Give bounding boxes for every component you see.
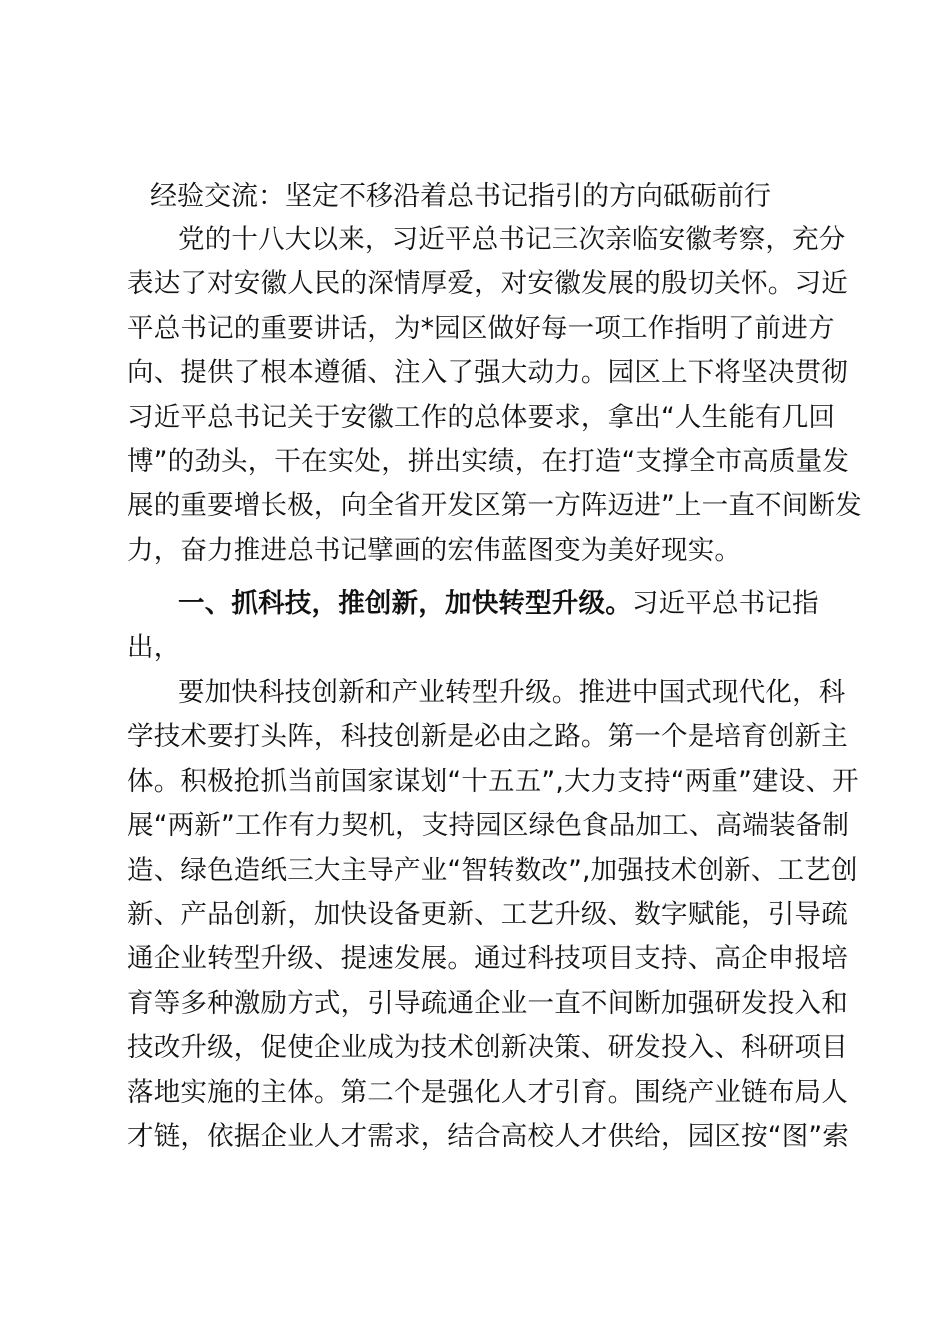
paragraph-line: 造、绿色造纸三大主导产业“智转数改”,加强技术创新、工艺创 xyxy=(127,854,858,886)
paragraph-line: 习近平总书记关于安徽工作的总体要求，拿出“人生能有几回 xyxy=(127,401,836,433)
paragraph-line: 出， xyxy=(127,632,181,664)
paragraph-line: 要加快科技创新和产业转型升级。推进中国式现代化，科 xyxy=(178,677,846,708)
paragraph-line: 通企业转型升级、提速发展。通过科技项目支持、高企申报培 xyxy=(127,943,848,975)
paragraph-line: 才链，依据企业人才需求，结合高校人才供给，园区按“图”索 xyxy=(127,1120,850,1152)
paragraph-line: 新、产品创新，加快设备更新、工艺升级、数字赋能，引导疏 xyxy=(127,898,848,930)
paragraph-line: 展“两新”工作有力契机，支持园区绿色食品加工、高端装备制 xyxy=(127,810,850,842)
paragraph-line: 展的重要增长极，向全省开发区第一方阵迈进”上一直不间断发 xyxy=(127,490,862,522)
paragraph-line: 向、提供了根本遵循、注入了强大动力。园区上下将坚决贯彻 xyxy=(127,357,848,389)
paragraph-line: 党的十八大以来，习近平总书记三次亲临安徽考察，充分 xyxy=(178,224,846,255)
section-heading-line xyxy=(127,582,832,626)
paragraph-line: 技改升级，促使企业成为技术创新决策、研发投入、科研项目 xyxy=(127,1032,848,1064)
paragraph-section-1 xyxy=(127,671,859,1159)
paragraph-line: 学技术要打头阵，科技创新是必由之路。第一个是培育创新主 xyxy=(127,721,848,753)
document-title: 经验交流：坚定不移沿着总书记指引的方向砥砺前行 xyxy=(150,181,771,212)
section-heading-tail: 习近平总书记指 xyxy=(631,588,819,619)
paragraph-line: 表达了对安徽人民的深情厚爱，对安徽发展的殷切关怀。习近 xyxy=(127,268,848,300)
paragraph-line: 育等多种激励方式，引导疏通企业一直不间断加强研发投入和 xyxy=(127,987,848,1019)
paragraph-line: 力，奋力推进总书记擘画的宏伟蓝图变为美好现实。 xyxy=(127,534,742,566)
paragraph-line: 体。积极抢抓当前国家谋划“十五五”,大力支持“两重”建设、开 xyxy=(127,765,859,797)
section-heading-text: 一、抓科技，推创新，加快转型升级。 xyxy=(178,588,632,619)
paragraph-line: 平总书记的重要讲话，为*园区做好每一项工作指明了前进方 xyxy=(127,312,835,344)
paragraph-line: 博”的劲头，干在实处，拼出实绩，在打造“支撑全市高质量发 xyxy=(127,445,850,477)
section-heading-1 xyxy=(127,582,832,671)
paragraph-intro xyxy=(127,218,862,573)
paragraph-line: 落地实施的主体。第二个是强化人才引育。围绕产业链布局人 xyxy=(127,1076,848,1108)
